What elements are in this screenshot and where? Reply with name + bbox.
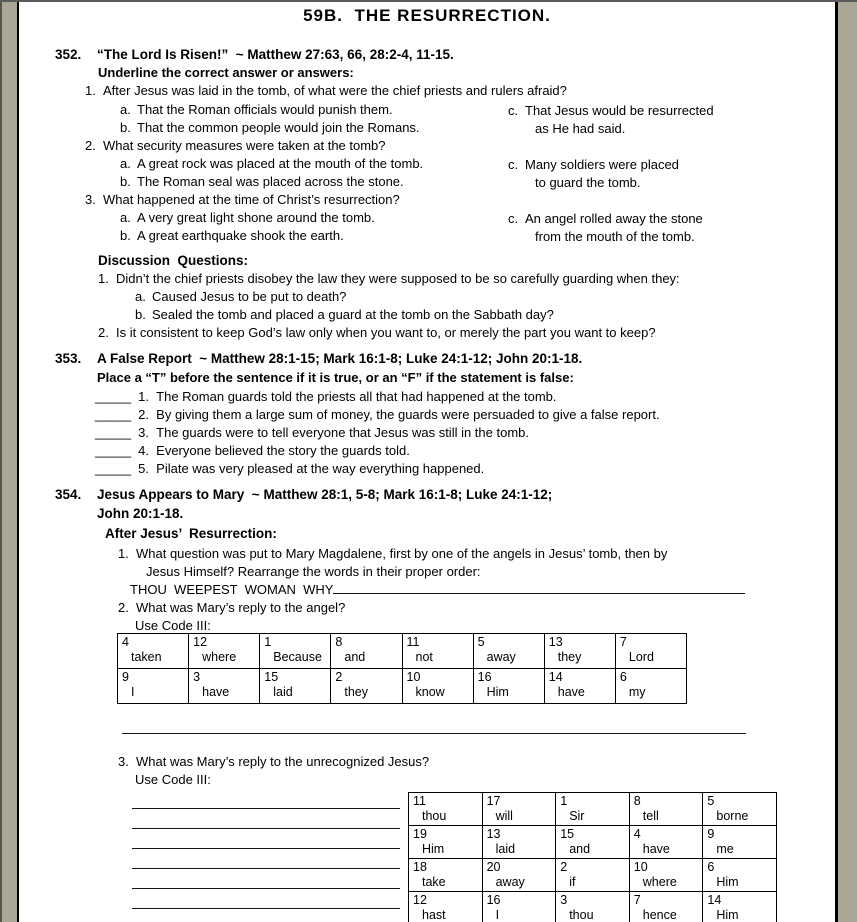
- code-word: hast: [422, 908, 446, 922]
- section-heading-wrap: John 20:1-18.: [97, 506, 184, 521]
- code-number: 3: [193, 670, 201, 684]
- section-heading: Jesus Appears to Mary ~ Matthew 28:1, 5-8; Mark 16:1-8; Luke 24:1-12;: [97, 487, 553, 502]
- option-text: A great rock was placed at the mouth of the tomb.: [137, 156, 424, 171]
- answer-line: [132, 908, 400, 909]
- code-word: away: [486, 650, 516, 664]
- code-cell: [473, 669, 544, 704]
- code-cell: [703, 793, 777, 826]
- option-text: from the mouth of the tomb.: [535, 229, 695, 244]
- item-number: 4.: [138, 443, 149, 458]
- option-a: [120, 101, 393, 119]
- answer-line: [122, 733, 746, 734]
- code-number: 6: [707, 860, 715, 874]
- code-number: 13: [486, 827, 501, 841]
- discussion-question: [98, 324, 656, 342]
- code-number: 3: [560, 893, 568, 907]
- option-label: a.: [135, 289, 146, 304]
- code-table-row: [409, 859, 777, 892]
- code-cell: [615, 634, 686, 669]
- option-b: [120, 119, 420, 137]
- option-c-wrap: [535, 174, 641, 192]
- question-number: 3.: [118, 754, 129, 769]
- question-number: 1.: [98, 271, 109, 286]
- section-subheading: After Jesus’ Resurrection:: [105, 526, 277, 541]
- code-cell: [556, 826, 630, 859]
- code-word: not: [415, 650, 433, 664]
- use-code-label: Use Code III:: [135, 618, 211, 633]
- section-number: 354.: [55, 487, 82, 502]
- code-cell: [629, 859, 703, 892]
- item-text: By giving them a large sum of money, the guards were persuaded to give a false report.: [156, 407, 660, 422]
- code-number: 11: [413, 794, 426, 808]
- item-number: 1.: [138, 389, 149, 404]
- question: [118, 599, 345, 617]
- code-cell: [260, 634, 331, 669]
- code-word: know: [415, 685, 445, 699]
- question-number: 2.: [118, 600, 129, 615]
- option-c: [508, 210, 703, 228]
- option-label: c.: [508, 157, 519, 172]
- code-word: me: [716, 842, 734, 856]
- code-cell: [331, 669, 402, 704]
- code-number: 6: [619, 670, 627, 684]
- code-word: have: [557, 685, 585, 699]
- question-number: 3.: [85, 192, 96, 207]
- code-word: take: [422, 875, 446, 889]
- code-cell: [189, 669, 260, 704]
- code-cell: [556, 793, 630, 826]
- code-word: I: [131, 685, 135, 699]
- item-text: Everyone believed the story the guards told.: [156, 443, 410, 458]
- option-label: a.: [120, 102, 131, 117]
- window-top-edge: [0, 0, 857, 2]
- code-word: thou: [569, 908, 594, 922]
- section-number: 353.: [55, 351, 82, 366]
- option-c-wrap: [535, 120, 625, 138]
- code-number: 13: [548, 635, 563, 649]
- answer-blank: _____: [95, 461, 132, 476]
- code-cell: [482, 859, 556, 892]
- code-cell: [409, 892, 483, 922]
- option-c: [508, 156, 679, 174]
- scrambled-words: THOU WEEPEST WOMAN WHY: [130, 582, 334, 597]
- code-cell: [556, 859, 630, 892]
- section-instruction: Underline the correct answer or answers:: [98, 65, 354, 80]
- code-cell: [473, 634, 544, 669]
- answer-line: [132, 808, 400, 809]
- code-cell: [544, 634, 615, 669]
- code-number: 12: [193, 635, 208, 649]
- discussion-sub-a: [135, 288, 346, 306]
- code-number: 17: [486, 794, 501, 808]
- code-number: 10: [406, 670, 421, 684]
- answer-line: [132, 828, 400, 829]
- code-number: 16: [477, 670, 492, 684]
- code-word: my: [628, 685, 646, 699]
- option-label: b.: [120, 228, 131, 243]
- code-number: 4: [633, 827, 641, 841]
- code-cell: [402, 634, 473, 669]
- option-text: The Roman seal was placed across the stone.: [137, 174, 404, 189]
- discussion-sub-b: [135, 306, 554, 324]
- code-table-row: [409, 793, 777, 826]
- code-number: 15: [264, 670, 279, 684]
- section-instruction: Place a “T” before the sentence if it is true, or an “F” if the statement is false:: [97, 370, 574, 385]
- option-a: [120, 155, 423, 173]
- code-number: 9: [707, 827, 715, 841]
- answer-line: [132, 888, 400, 889]
- code-number: 19: [413, 827, 427, 841]
- code-number: 1: [264, 635, 272, 649]
- code-word: will: [495, 809, 513, 823]
- code-word: Sir: [569, 809, 585, 823]
- option-label: b.: [135, 307, 146, 322]
- question: [85, 82, 567, 100]
- item-text: The Roman guards told the priests all that had happened at the tomb.: [156, 389, 557, 404]
- code-cell: [482, 826, 556, 859]
- code-word: thou: [422, 809, 447, 823]
- code-number: 8: [633, 794, 641, 808]
- code-number: 12: [413, 893, 427, 907]
- true-false-item: [95, 388, 557, 406]
- window-left-edge: [0, 0, 2, 922]
- code-cell: [629, 892, 703, 922]
- code-cell: [482, 892, 556, 922]
- option-label: b.: [120, 174, 131, 189]
- code-cell: [703, 826, 777, 859]
- code-word: and: [569, 842, 591, 856]
- discussion-question: [98, 270, 680, 288]
- code-number: 14: [548, 670, 563, 684]
- code-word: hence: [642, 908, 677, 922]
- section-number: 352.: [55, 47, 82, 62]
- code-word: if: [569, 875, 576, 889]
- page-title: 59B. THE RESURRECTION.: [303, 6, 551, 25]
- code-cell: [615, 669, 686, 704]
- document-page: [17, 2, 838, 922]
- rearrange-words-line: [130, 581, 745, 599]
- code-word: they: [557, 650, 582, 664]
- code-number: 2: [335, 670, 343, 684]
- code-word: borne: [716, 809, 749, 823]
- answer-blank: _____: [95, 425, 132, 440]
- option-label: a.: [120, 156, 131, 171]
- option-b: [120, 227, 344, 245]
- option-label: a.: [120, 210, 131, 225]
- code-cell: [189, 634, 260, 669]
- code-cell: [556, 892, 630, 922]
- question-number: 1.: [118, 546, 129, 561]
- code-word: have: [202, 685, 230, 699]
- question-number: 1.: [85, 83, 96, 98]
- code-word: where: [202, 650, 237, 664]
- answer-blank: _____: [95, 443, 132, 458]
- question-number: 2.: [85, 138, 96, 153]
- code-table-1: [117, 633, 687, 704]
- item-number: 5.: [138, 461, 149, 476]
- code-cell: [118, 634, 189, 669]
- code-table-row: [409, 892, 777, 922]
- question-text: What happened at the time of Christ’s resurrection?: [103, 192, 400, 207]
- code-cell: [703, 892, 777, 922]
- discussion-heading: Discussion Questions:: [98, 253, 249, 268]
- option-text: as He had said.: [535, 121, 626, 136]
- option-text: Caused Jesus to be put to death?: [152, 289, 347, 304]
- question-text: What was Mary’s reply to the angel?: [136, 600, 346, 615]
- question-number: 2.: [98, 325, 109, 340]
- true-false-item: [95, 406, 660, 424]
- code-word: laid: [495, 842, 516, 856]
- code-cell: [331, 634, 402, 669]
- code-word: Him: [716, 875, 739, 889]
- code-cell: [260, 669, 331, 704]
- answer-line: [132, 868, 400, 869]
- code-word: taken: [131, 650, 162, 664]
- item-text: Pilate was very pleased at the way everything happened.: [156, 461, 485, 476]
- option-text: Sealed the tomb and placed a guard at the tomb on the Sabbath day?: [152, 307, 554, 322]
- code-word: I: [495, 908, 500, 922]
- option-text: A very great light shone around the tomb.: [137, 210, 375, 225]
- code-word: Lord: [628, 650, 654, 664]
- code-table-row: [118, 634, 687, 669]
- code-number: 15: [560, 827, 575, 841]
- section-heading: A False Report ~ Matthew 28:1-15; Mark 16:1-8; Luke 24:1-12; John 20:1-18.: [97, 351, 583, 366]
- question-text: What question was put to Mary Magdalene, first by one of the angels in Jesus’ tomb, then by: [136, 546, 668, 561]
- code-cell: [629, 826, 703, 859]
- option-text: to guard the tomb.: [535, 175, 641, 190]
- code-number: 9: [122, 670, 129, 684]
- question: [118, 545, 667, 563]
- code-word: have: [642, 842, 670, 856]
- code-number: 1: [560, 794, 568, 808]
- question-text: Is it consistent to keep God’s law only when you want to, or merely the part you want to keep?: [116, 325, 656, 340]
- code-table-row: [409, 826, 777, 859]
- option-text: That the Roman officials would punish them.: [137, 102, 393, 117]
- answer-line: [333, 590, 745, 594]
- code-number: 18: [413, 860, 427, 874]
- code-number: 20: [486, 860, 501, 874]
- answer-line: [132, 848, 400, 849]
- code-cell: [118, 669, 189, 704]
- question-text-wrap: Jesus Himself? Rearrange the words in their proper order:: [146, 564, 481, 579]
- true-false-item: [95, 424, 529, 442]
- option-text: A great earthquake shook the earth.: [137, 228, 344, 243]
- option-c-wrap: [535, 228, 695, 246]
- code-number: 5: [707, 794, 715, 808]
- option-text: An angel rolled away the stone: [525, 211, 703, 226]
- code-number: 8: [335, 635, 343, 649]
- question: [85, 191, 400, 209]
- answer-blank: _____: [95, 389, 132, 404]
- code-cell: [703, 859, 777, 892]
- code-cell: [409, 793, 483, 826]
- code-number: 7: [619, 635, 627, 649]
- section-heading: “The Lord Is Risen!” ~ Matthew 27:63, 66, 28:2-4, 11-15.: [97, 47, 454, 62]
- code-number: 7: [633, 893, 641, 907]
- option-text: Many soldiers were placed: [525, 157, 679, 172]
- question-text: What security measures were taken at the tomb?: [103, 138, 386, 153]
- code-word: they: [344, 685, 369, 699]
- option-a: [120, 209, 375, 227]
- option-text: That the common people would join the Romans.: [137, 120, 420, 135]
- true-false-item: [95, 460, 484, 478]
- code-number: 14: [707, 893, 722, 907]
- code-cell: [409, 859, 483, 892]
- code-number: 11: [406, 635, 420, 649]
- code-cell: [409, 826, 483, 859]
- code-cell: [482, 793, 556, 826]
- code-number: 10: [633, 860, 648, 874]
- code-word: Him: [716, 908, 739, 922]
- code-number: 16: [486, 893, 501, 907]
- code-cell: [402, 669, 473, 704]
- option-c: [508, 102, 714, 120]
- code-number: 5: [477, 635, 485, 649]
- item-number: 3.: [138, 425, 149, 440]
- code-word: where: [642, 875, 677, 889]
- code-table-2: [408, 792, 777, 922]
- code-word: tell: [642, 809, 659, 823]
- code-table-row: [118, 669, 687, 704]
- option-label: b.: [120, 120, 131, 135]
- code-word: laid: [273, 685, 293, 699]
- code-cell: [629, 793, 703, 826]
- item-number: 2.: [138, 407, 149, 422]
- question: [85, 137, 386, 155]
- code-cell: [544, 669, 615, 704]
- option-label: c.: [508, 211, 519, 226]
- code-word: and: [344, 650, 366, 664]
- question-text: Didn’t the chief priests disobey the law they were supposed to be so carefully guarding when they:: [116, 271, 680, 286]
- code-number: 4: [122, 635, 129, 649]
- use-code-label: Use Code III:: [135, 772, 211, 787]
- answer-blank: _____: [95, 407, 132, 422]
- code-word: away: [495, 875, 525, 889]
- code-word: Him: [422, 842, 445, 856]
- option-b: [120, 173, 404, 191]
- option-label: c.: [508, 103, 519, 118]
- question-text: After Jesus was laid in the tomb, of what were the chief priests and rulers afraid?: [103, 83, 567, 98]
- question-text: What was Mary’s reply to the unrecognized Jesus?: [136, 754, 430, 769]
- true-false-item: [95, 442, 410, 460]
- question: [118, 753, 429, 771]
- item-text: The guards were to tell everyone that Jesus was still in the tomb.: [156, 425, 530, 440]
- code-word: Him: [486, 685, 509, 699]
- code-number: 2: [560, 860, 568, 874]
- option-text: That Jesus would be resurrected: [525, 103, 714, 118]
- code-word: Because: [273, 650, 322, 664]
